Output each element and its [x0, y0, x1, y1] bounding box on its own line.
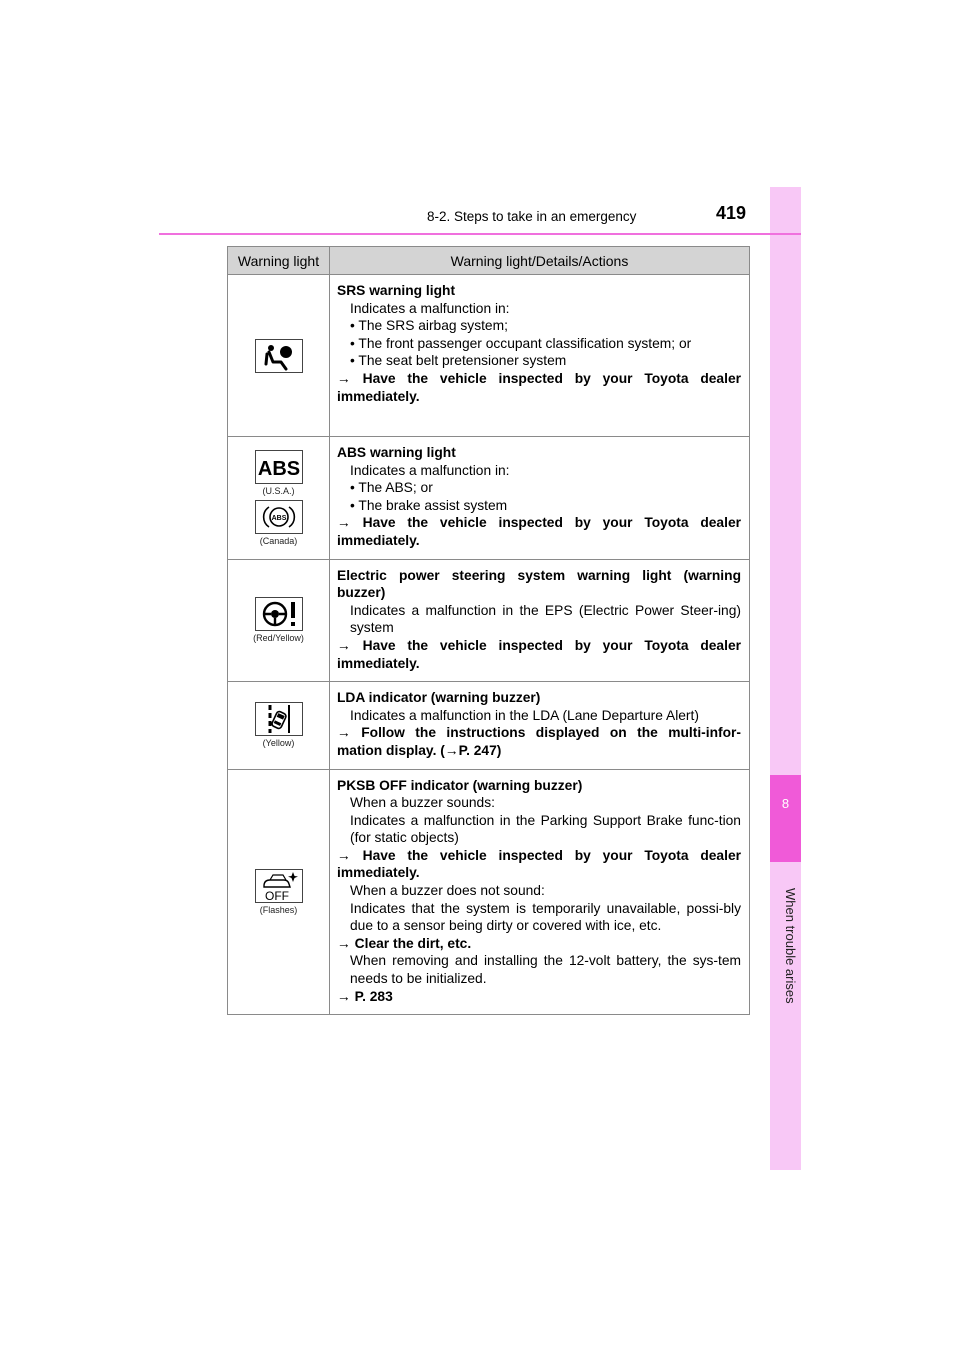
detail-text: Indicates a malfunction in: — [350, 300, 510, 316]
page-reference: P. 247) — [458, 742, 502, 758]
table-row — [228, 682, 750, 769]
arrow-icon: → — [337, 847, 351, 863]
action-text: immediately. — [337, 865, 420, 881]
action-text: immediately. — [337, 655, 420, 671]
power-steering-warning-icon — [255, 597, 303, 631]
page-number: 419 — [716, 203, 747, 223]
column-header: Warning light/Details/Actions — [330, 247, 750, 275]
icon-caption: (Yellow) — [262, 738, 295, 749]
arrow-icon: → — [337, 515, 351, 531]
bullet-item: • The SRS airbag system; — [350, 318, 508, 334]
table-row — [228, 275, 750, 437]
detail-text: Indicates a malfunction in: — [350, 462, 510, 478]
action-text: immediately. — [337, 388, 420, 404]
icon-caption: (Canada) — [259, 535, 298, 546]
running-head: 8-2. Steps to take in an emergency — [427, 209, 637, 224]
icon-cell — [228, 769, 330, 1015]
bullet-item: • The brake assist system — [350, 497, 508, 513]
bullet-item: • The seat belt pretensioner system — [350, 353, 567, 369]
action-text: → Have the vehicle inspected by your Toyota dealer — [337, 370, 741, 386]
header-rule — [159, 233, 801, 235]
svg-text:ABS: ABS — [257, 457, 300, 480]
condition-text: When a buzzer sounds: — [350, 795, 495, 811]
table-header-row — [228, 247, 750, 275]
note-text: When removing and installing the 12-volt battery, the sys-tem needs to be initialized. — [350, 953, 741, 987]
table-row — [228, 769, 750, 1015]
warning-title: LDA indicator (warning buzzer) — [337, 690, 541, 706]
description-cell — [330, 437, 750, 560]
abs-text-warning-icon — [255, 450, 303, 484]
action-text: → Clear the dirt, etc. — [337, 935, 472, 951]
icon-caption: (U.S.A.) — [262, 485, 295, 496]
description-cell — [330, 275, 750, 437]
warning-light-table — [227, 246, 750, 1015]
condition-text: When a buzzer does not sound: — [350, 883, 545, 899]
abs-circle-warning-icon — [255, 500, 303, 534]
icon-cell — [228, 559, 330, 682]
action-text: → Follow the instructions displayed on the multi-infor- — [337, 725, 741, 741]
column-header: Warning light — [228, 247, 330, 275]
srs-airbag-warning-icon — [255, 339, 303, 373]
detail-text: Indicates a malfunction in the LDA (Lane Departure Alert) — [350, 707, 699, 723]
page-reference: P. 283 — [354, 988, 393, 1004]
off-label: OFF — [264, 888, 289, 902]
side-tab-band — [770, 187, 801, 1170]
svg-text:ABS: ABS — [271, 514, 286, 522]
arrow-icon: → — [337, 725, 351, 741]
icon-cell — [228, 437, 330, 560]
chapter-number: 8 — [781, 796, 790, 811]
action-text: mation display. (→P. 247) — [337, 742, 502, 758]
action-text: → Have the vehicle inspected by your Toyota dealer — [337, 515, 741, 531]
warning-title: PKSB OFF indicator (warning buzzer) — [337, 777, 583, 793]
detail-text: Indicates a malfunction in the EPS (Electric Power Steer-ing) system — [350, 602, 741, 636]
arrow-icon: → — [444, 742, 459, 758]
description-cell — [330, 682, 750, 769]
icon-cell — [228, 275, 330, 437]
action-text: immediately. — [337, 532, 420, 548]
detail-text: Indicates that the system is temporarily unavailable, possi-bly due to a sensor being dirty or covered with ice, etc. — [350, 900, 741, 934]
bullet-item: • The front passenger occupant classification system; or — [350, 335, 692, 351]
warning-title: Electric power steering system warning light (warning buzzer) — [337, 567, 741, 601]
lane-departure-icon — [255, 702, 303, 736]
action-text — [337, 988, 741, 1006]
arrow-icon: → — [337, 637, 351, 653]
arrow-icon: → — [337, 935, 351, 951]
chapter-tab — [770, 775, 801, 862]
bullet-item: • The ABS; or — [350, 480, 433, 496]
arrow-icon: → — [337, 370, 351, 386]
icon-cell — [228, 682, 330, 769]
action-text: → Have the vehicle inspected by your Toyota dealer — [337, 637, 741, 653]
warning-title: ABS warning light — [337, 445, 456, 460]
description-cell — [330, 559, 750, 682]
pksb-off-icon — [255, 869, 303, 903]
warning-title: SRS warning light — [337, 283, 456, 298]
table-row — [228, 437, 750, 560]
chapter-title: When trouble arises — [783, 888, 798, 1004]
icon-caption: (Red/Yellow) — [253, 633, 304, 644]
table-row — [228, 559, 750, 682]
arrow-icon: → — [337, 988, 351, 1004]
action-text: → Have the vehicle inspected by your Toyota dealer — [337, 847, 741, 863]
icon-caption: (Flashes) — [259, 904, 298, 915]
detail-text: Indicates a malfunction in the Parking Support Brake func-tion (for static objects) — [350, 812, 741, 846]
description-cell — [330, 769, 750, 1015]
